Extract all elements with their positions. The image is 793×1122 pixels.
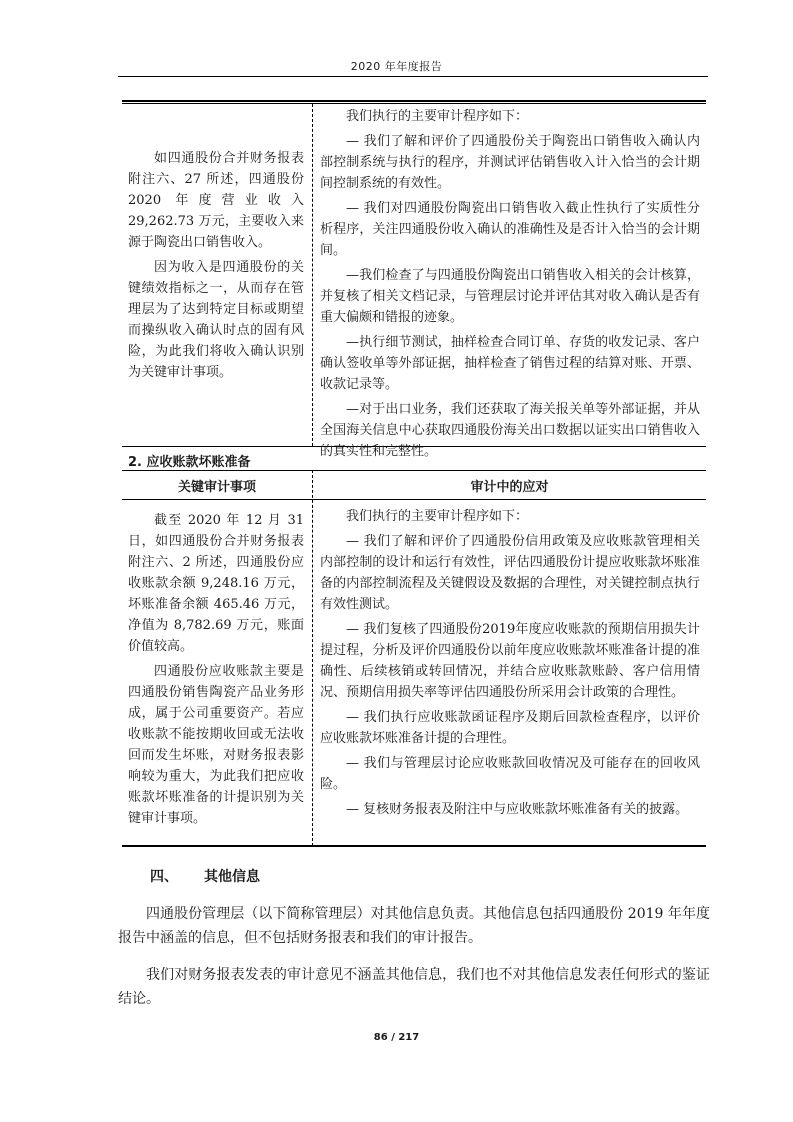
table-header-rule [122,499,706,500]
key-matter-paragraph: 因为收入是四通股份的关键绩效指标之一，从而存在管理层为了达到特定目标或期望而操纵收入确认时点的固有风险，为此我们将收入确认识别为关键审计事项。 [128,260,304,380]
response-paragraph: —对于出口业务，我们还获取了海关报关单等外部证据，并从全国海关信息中心获取四通股份海关出口数据以证实出口销售收入的真实性和完整性。 [320,402,700,459]
section-number: 四、 [150,869,178,885]
response-paragraph: — 复核财务报表及附注中与应收账款坏账准备有关的披露。 [346,802,689,817]
response-paragraph: — 我们与管理层讨论应收账款回收情况及可能存在的回收风险。 [320,756,700,792]
section-heading-receivables: 2. 应收账款坏账准备 [128,455,251,470]
audit-matter-table-receivables [122,470,706,846]
response-paragraph: — 我们了解和评价了四通股份信用政策及应收账款管理相关内部控制的设计和运行有效性，评估四通股份计提应收账款坏账准备的内部控制流程及关键假设及数据的合理性，对关键控制点执行有效性测试。 [320,534,700,612]
response-intro: 我们执行的主要审计程序如下： [346,509,529,524]
key-matter-cell [128,148,304,387]
table-top-rule [122,100,706,102]
column-header-key-matter: 关键审计事项 [177,480,256,495]
response-paragraph: —我们检查了与四通股份陶瓷出口销售收入相关的会计核算，并复核了相关文档记录，与管理层讨论并评估其对收入确认是否有重大偏颇和错报的迹象。 [320,268,700,325]
response-paragraph: — 我们了解和评价了四通股份关于陶瓷出口销售收入确认内部控制系统与执行的程序，并测试评估销售收入计入恰当的会计期间控制系统的有效性。 [320,134,700,191]
response-paragraph: — 我们复核了四通股份2019年度应收账款的预期信用损失计提过程，分析及评价四通股份以前年度应收账款坏账准备计提的准确性、后续核销或转回情况，并结合应收账款账龄、客户信用情况、预期信用损失率等评估四通股份所采用会计政策的合理性。 [320,622,700,700]
key-matter-paragraph: 如四通股份合并财务报表附注六、27 所述，四通股份 2020 年度营业收入 29,262.73 万元，主要收入来源于陶瓷出口销售收入。 [128,151,304,250]
audit-response-cell [320,106,700,466]
table-top-rule [122,470,706,471]
audit-matter-table-revenue [122,100,706,459]
column-divider [312,104,313,446]
audit-response-cell [320,506,700,824]
column-divider [312,470,313,846]
table-top-rule-thin [122,103,706,104]
page-number: 86 / 217 [373,1032,420,1043]
body-paragraph: 我们对财务报表发表的审计意见不涵盖其他信息，我们也不对其他信息发表任何形式的鉴证结论。 [118,967,710,1007]
body-paragraph: 四通股份管理层（以下简称管理层）对其他信息负责。其他信息包括四通股份 2019 年年度报告中涵盖的信息，但不包括财务报表和我们的审计报告。 [118,906,710,946]
section-heading-other-info: 其他信息 [204,869,260,885]
column-header-response: 审计中的应对 [470,480,549,495]
response-paragraph: — 我们执行应收账款函证程序及期后回款检查程序，以评价应收账款坏账准备计提的合理性。 [320,710,700,746]
response-paragraph: —执行细节测试，抽样检查合同订单、存货的收发记录、客户确认签收单等外部证据，抽样检查了销售过程的结算对账、开票、收款记录等。 [320,335,700,392]
response-paragraph: — 我们对四通股份陶瓷出口销售收入截止性执行了实质性分析程序，关注四通股份收入确认的准确性及是否计入恰当的会计期间。 [320,201,700,258]
key-matter-paragraph: 四通股份应收账款主要是四通股份销售陶瓷产品业务形成，属于公司重要资产。若应收账款不能按期收回或无法收回而发生坏账，对财务报表影响较为重大，为此我们把应收账款坏账准备的计提识别为关键审计事项。 [128,664,304,826]
key-matter-cell [128,510,304,833]
response-intro: 我们执行的主要审计程序如下： [346,109,529,124]
report-header-title: 2020 年年度报告 [350,60,443,73]
table-bottom-rule [122,845,706,847]
key-matter-paragraph: 截至 2020 年 12 月 31 日，如四通股份合并财务报表附注六、2 所述，四通股份应收账款余额 9,248.16 万元，坏账准备余额 465.46 万元，净值为 8,782.69 万元，账面价值较高。 [128,513,304,654]
header-rule [118,76,708,77]
